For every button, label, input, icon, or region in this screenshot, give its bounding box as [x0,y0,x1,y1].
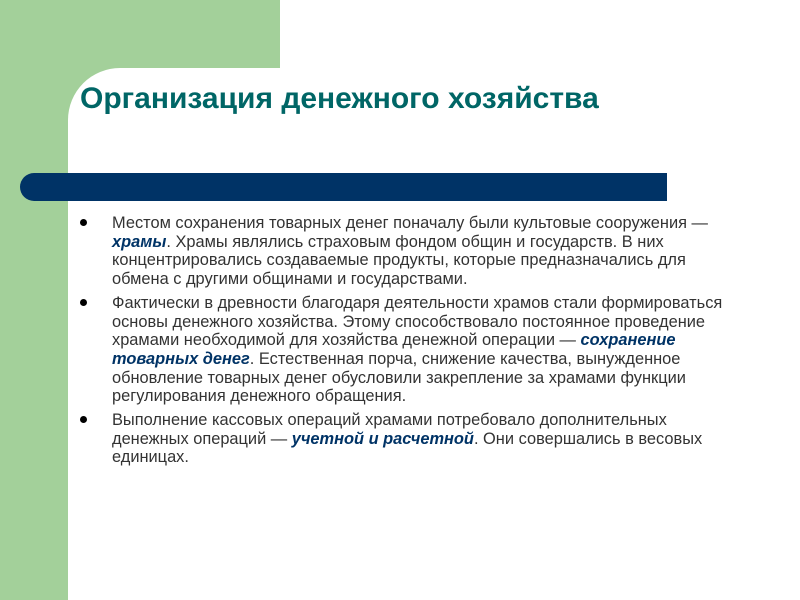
slide-title: Организация денежного хозяйства [80,82,599,115]
bullet-item [80,294,730,406]
bullet-dot-icon [80,299,87,306]
bullet-text-segment: . Храмы являлись страховым фондом общин и государств. В них концентрировались создаваемые продукты, которые предназначались для обмена с другими общинами и государствами. [112,232,686,289]
bullet-emphasis: сохранение товарных денег [112,331,676,368]
bullet-emphasis: учетной и расчетной [291,429,474,448]
bullet-text-segment: Выполнение кассовых операций храмами потребовало дополнительных денежных операций — [112,411,667,448]
bullet-dot-icon [80,219,87,226]
bullet-dot-icon [80,416,87,423]
bullet-text-segment: Фактически в древности благодаря деятельности храмов стали формироваться основы денежного хозяйства. Этому способствовало постоянное проведение храмами необходимой для хозяйства денежной операции — [112,293,723,350]
bullet-item [80,411,730,467]
bullet-text-segment: . Они совершались в весовых единицах. [112,429,703,467]
bullet-list [80,214,730,472]
title-underline-bar [20,173,667,201]
bullet-text-segment: . Естественная порча, снижение качества, вынужденное обновление товарных денег обусловили закрепление за храмами функции регулирования денежного обращения. [112,349,686,406]
bullet-text-segment: Местом сохранения товарных денег поначалу были культовые сооружения — [112,214,708,232]
bullet-emphasis: храмы [112,232,167,251]
bullet-item [80,214,730,289]
